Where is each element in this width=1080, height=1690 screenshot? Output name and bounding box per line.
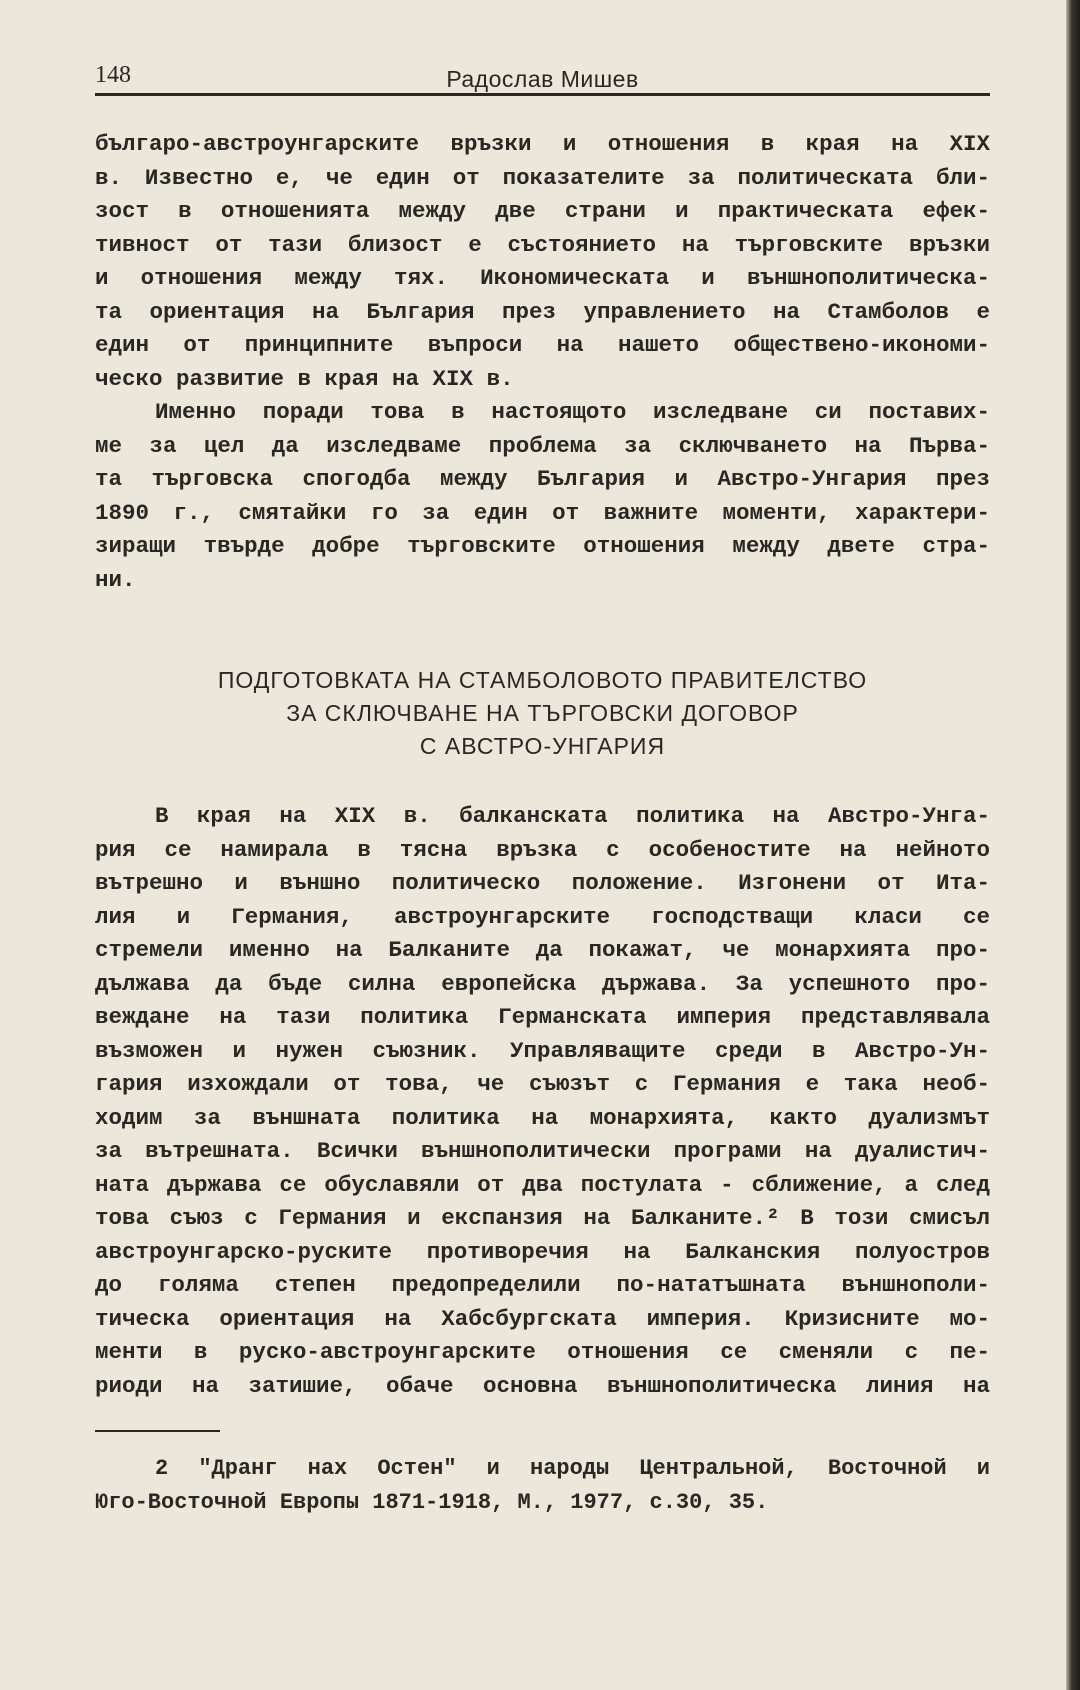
text-line: един от принципните въпроси на нашето обществено-икономи- [95,332,990,358]
text-line: възможен и нужен съюзник. Управляващите среди в Австро-Ун- [95,1037,990,1064]
section-heading-line: ЗА СКЛЮЧВАНЕ НА ТЪРГОВСКИ ДОГОВОР [286,700,799,726]
text-line: рия се намирала в тясна връзка с особеностите на нейното [95,836,990,863]
footnote-line: 2 "Дранг нах Остен" и народы Центральной, Восточной и [155,1456,990,1481]
section-heading-line: С АВСТРО-УНГАРИЯ [419,733,666,759]
text-line: зост в отношенията между две страни и практическата ефек- [95,198,990,224]
footnote-line: Юго-Восточной Европы 1871-1918, М., 1977, с.30, 35. [95,1489,769,1515]
text-line: ме за цел да изследваме проблема за сключването на Първа- [95,432,990,459]
text-line: менти в руско-австроунгарските отношения се сменяли с пе- [95,1339,990,1365]
footnote-rule [95,1430,220,1432]
text-line: австроунгарско-руските противоречия на Балканския полуостров [95,1238,990,1265]
text-line: В края на XIX в. балканската политика на Австро-Унга- [155,803,990,829]
text-line: за вътрешната. Всички външнополитически програми на дуалистич- [95,1138,990,1164]
text-line: лия и Германия, австроунгарските господстващи класи се [95,903,990,930]
text-line: та ориентация на България през управлението на Стамболов е [95,298,990,325]
text-line: риоди на затишие, обаче основна външнополитическа линия на [95,1372,990,1399]
text-line: вътрешно и външно политическо положение. Изгонени от Ита- [95,870,990,896]
page-number: 148 [95,62,131,88]
text-line: Именно поради това в настоящото изследване си поставих- [155,399,990,425]
section-paragraph [95,800,990,1403]
text-line: гария изхождали от това, че съюзът с Германия е така необ- [95,1071,990,1097]
text-line: веждане на тази политика Германската империя представлявала [95,1004,990,1030]
text-line: 1890 г., смятайки го за един от важните моменти, характери- [95,499,990,526]
text-line: българо-австроунгарските връзки и отношения в края на XIX [95,131,990,157]
text-line: тивност от тази близост е състоянието на търговските връзки [95,231,990,258]
text-line: та търговска спогодба между България и Австро-Унгария през [95,466,990,492]
text-line: и отношения между тях. Икономическата и външнополитическа- [95,265,990,291]
section-heading [95,664,990,763]
text-line: ната държава се обуславяли от два постулата - сближение, а след [95,1171,990,1198]
text-line: дължава да бъде силна европейска държава. За успешното про- [95,970,990,997]
text-line: стремели именно на Балканите да покажат, че монархията про- [95,937,990,963]
text-line: това съюз с Германия и експанзия на Балканите.² В този смисъл [95,1205,990,1231]
intro-text [95,128,990,597]
text-line: в. Известно е, че един от показателите за политическата бли- [95,164,990,191]
text-line: ходим за външната политика на монархията, както дуализмът [95,1104,990,1131]
running-header-author: Радослав Мишев [446,66,639,92]
book-spine-shadow [1066,0,1080,1690]
text-line: тическа ориентация на Хабсбургската империя. Кризисните мо- [95,1305,990,1332]
section-heading-line: ПОДГОТОВКАТА НА СТАМБОЛОВОТО ПРАВИТЕЛСТВО [217,667,868,693]
text-line: зиращи твърде добре търговските отношения между двете стра- [95,533,990,559]
text-line: ческо развитие в края на XIX в. [95,365,514,392]
footnote [95,1452,990,1519]
header-rule [95,93,990,96]
text-line: до голяма степен предопределили по-нататъшната външнополи- [95,1272,990,1298]
running-header [95,58,990,94]
text-line: ни. [95,566,136,593]
